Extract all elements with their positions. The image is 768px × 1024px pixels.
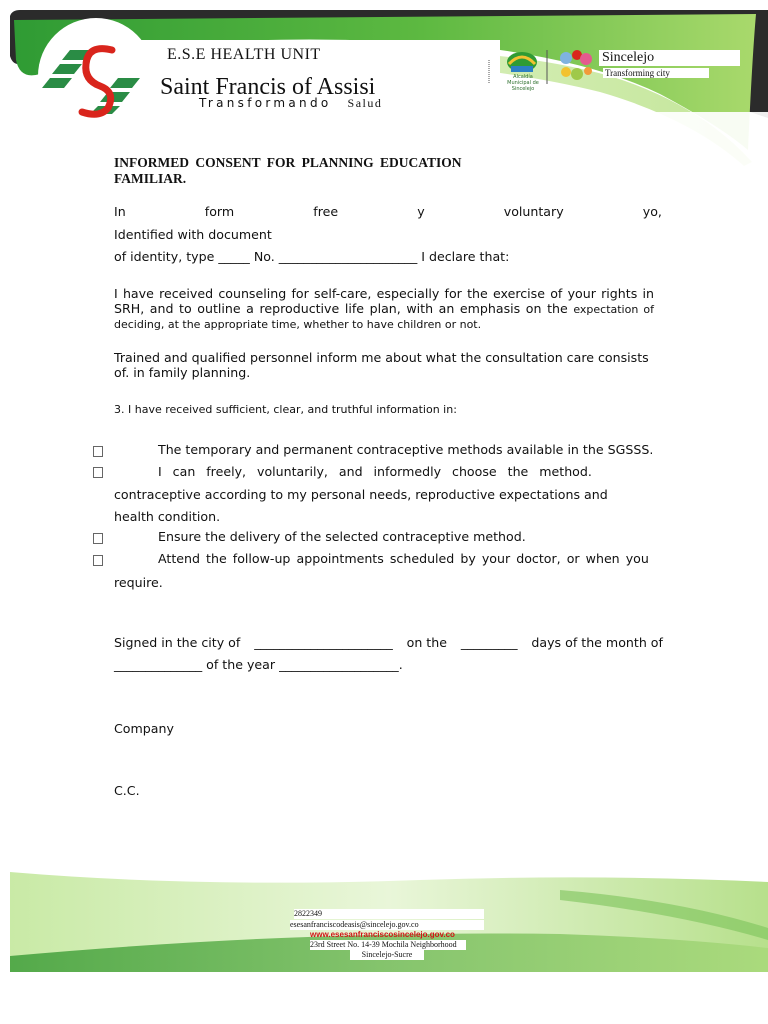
header-banner [0, 0, 768, 170]
footer-address: 23rd Street No. 14-39 Mochila Neighborhood [310, 940, 466, 950]
word: the [206, 551, 227, 566]
city-motto: Transforming city [603, 68, 709, 78]
sincelejo-seal-icon [507, 52, 537, 72]
word: Attend [158, 551, 200, 566]
signed-text: Signed in the city of [114, 635, 241, 650]
bullet-3: Ensure the delivery of the selected contraceptive method. [158, 529, 526, 544]
counseling-paragraph [114, 287, 654, 333]
cc-label: C.C. [114, 783, 140, 798]
word: form [204, 204, 235, 219]
word: appointments [296, 551, 384, 566]
word: by [460, 551, 476, 566]
footer-website-link[interactable]: www.esesanfranciscosincelejo.gov.co [310, 930, 455, 939]
tagline [199, 96, 382, 110]
word: voluntarily, [257, 464, 328, 479]
word: or [566, 551, 580, 566]
document-title: INFORMED CONSENT FOR PLANNING EDUCATION FAMILIAR. [114, 155, 462, 186]
seal-caption [505, 74, 541, 92]
word: voluntary [503, 204, 564, 219]
word: doctor, [516, 551, 561, 566]
word: I [158, 464, 162, 479]
bullet-2-continuation-end: health condition. [114, 509, 221, 524]
signed-text: days of the month of [531, 635, 663, 650]
word: can [172, 464, 196, 479]
org-name: Saint Francis of Assisi [160, 74, 376, 100]
word: follow-up [232, 551, 291, 566]
identity-type-line: of identity, type _____ No. ______________________ I declare that: [114, 249, 510, 264]
tagline-part-2: Salud [347, 96, 383, 110]
bullet-checkbox-icon [93, 467, 103, 478]
word: y [417, 204, 425, 219]
word: free [313, 204, 339, 219]
seal-caption-line-1: Alcaldía Municipal de [507, 74, 539, 86]
bullet-checkbox-icon [93, 446, 103, 457]
footer-phone: 2822349 [294, 909, 484, 919]
word: informedly [373, 464, 442, 479]
signed-text: on the [406, 635, 447, 650]
city-name: Sincelejo [599, 50, 740, 66]
word: your [481, 551, 511, 566]
word: you [625, 551, 649, 566]
word: method. [539, 464, 592, 479]
word: when [585, 551, 620, 566]
day-blank: _________ [460, 635, 518, 650]
month-year-line: ______________ of the year ___________________. [114, 657, 403, 672]
bullet-4-continuation: require. [114, 575, 163, 590]
footer-city: Sincelejo-Sucre [350, 950, 424, 960]
word: the [507, 464, 529, 479]
word: choose [452, 464, 497, 479]
word: scheduled [389, 551, 455, 566]
word: In [114, 204, 126, 219]
bullet-checkbox-icon [93, 555, 103, 566]
tagline-part-1: Transformando [199, 96, 332, 110]
bullet-4 [158, 548, 649, 570]
identified-line: Identified with document [114, 227, 272, 242]
company-signature-label: Company [114, 721, 174, 736]
counseling-paragraph-main: I have received counseling for self-care, especially for the exercise of your rights in SRH, and to outline a reproductive life plan, with an emphasis on the [114, 286, 654, 316]
word: and [338, 464, 363, 479]
counseling-paragraph-end: expectation of deciding, at the appropriate time, whether to have children or not. [114, 302, 654, 331]
trained-personnel-paragraph: Trained and qualified personnel inform me about what the consultation care consists of. in family planning. [114, 350, 649, 380]
signed-in-city-line [114, 632, 663, 654]
bullet-1: The temporary and permanent contraceptive methods available in the SGSSS. [158, 442, 654, 457]
footer-email[interactable]: esesanfranciscodeasis@sincelejo.gov.co [290, 920, 484, 930]
unit-title: E.S.E HEALTH UNIT [167, 46, 483, 63]
bullet-2 [158, 461, 592, 483]
bullet-checkbox-icon [93, 533, 103, 544]
word: freely, [206, 464, 247, 479]
city-blank: ______________________ [254, 635, 393, 650]
consent-opening-line [114, 201, 662, 223]
seal-caption-line-2: Sincelejo [511, 86, 535, 92]
word: yo, [642, 204, 662, 219]
bullet-2-continuation: contraceptive according to my personal needs, reproductive expectations and [114, 487, 608, 502]
information-heading: 3. I have received sufficient, clear, and truthful information in: [114, 403, 457, 416]
